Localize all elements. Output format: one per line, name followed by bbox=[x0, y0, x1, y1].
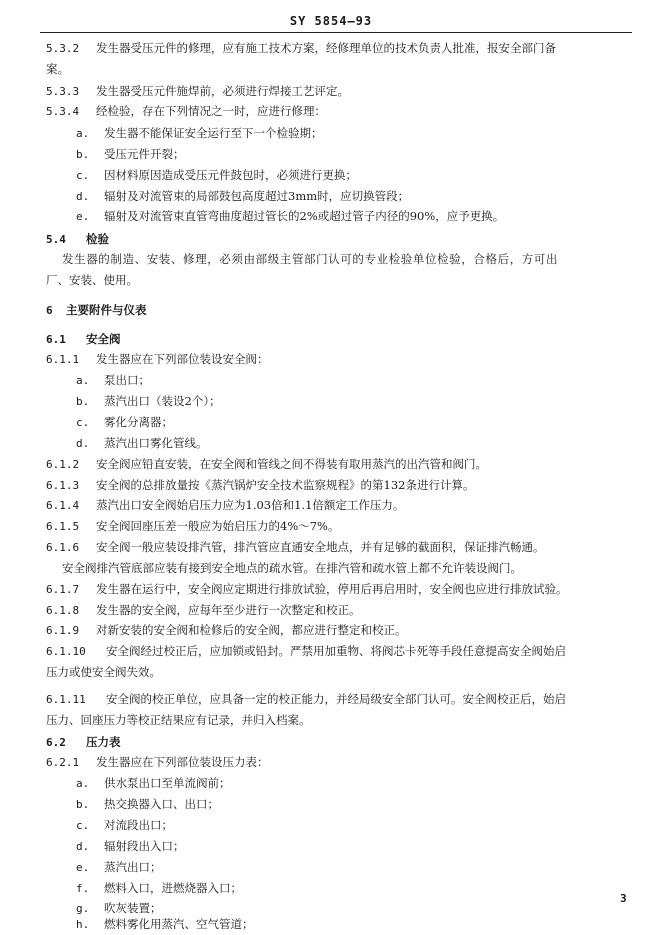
clause-text: 蒸汽出口安全阀始启压力应为1.03倍和1.1倍额定工作压力。 bbox=[96, 498, 405, 512]
section-title: 检验 bbox=[86, 232, 109, 246]
list-item bbox=[0, 433, 662, 454]
list-item bbox=[0, 123, 662, 144]
list-marker: b. bbox=[76, 798, 90, 811]
clause-line bbox=[0, 516, 662, 537]
list-item bbox=[0, 144, 662, 165]
list-text: 受压元件开裂； bbox=[104, 147, 185, 161]
section-title: 安全阀 bbox=[86, 332, 121, 346]
clause-continuation bbox=[0, 59, 662, 80]
paragraph-line bbox=[0, 249, 662, 270]
clause-continuation bbox=[0, 710, 662, 731]
clause-line bbox=[0, 689, 662, 710]
chapter-heading bbox=[0, 300, 662, 321]
clause-number: 6.1.3 bbox=[46, 479, 80, 492]
clause-text: 安全阀回座压差一般应为始启压力的4%～7%。 bbox=[96, 519, 340, 533]
clause-text: 发生器受压元件施焊前，必须进行焊接工艺评定。 bbox=[96, 84, 349, 98]
list-item bbox=[0, 857, 662, 878]
clause-number: 6.1.5 bbox=[46, 520, 80, 533]
clause-text: 安全阀的校正单位，应具备一定的校正能力，并经局级安全部门认可。安全阀校正后，始启 bbox=[106, 692, 566, 706]
clause-text: 压力或使安全阀失效。 bbox=[46, 665, 161, 679]
paragraph-text: 发生器的制造、安装、修理，必须由部级主管部门认可的专业检验单位检验，合格后，方可出 bbox=[62, 252, 559, 266]
clause-text: 经检验，存在下列情况之一时，应进行修理： bbox=[96, 104, 326, 118]
clause-number: 5.3.2 bbox=[46, 42, 80, 55]
section-heading bbox=[0, 329, 662, 350]
clause-text: 发生器的安全阀，应每年至少进行一次整定和校正。 bbox=[96, 603, 361, 617]
list-marker: e. bbox=[76, 861, 90, 874]
list-text: 蒸汽出口； bbox=[104, 860, 162, 874]
section-number: 6.1 bbox=[46, 333, 66, 346]
header-rule bbox=[40, 32, 632, 33]
section-heading bbox=[0, 732, 662, 753]
list-text: 燃料入口，进燃烧器入口； bbox=[104, 881, 242, 895]
clause-text: 对新安装的安全阀和检修后的安全阀，都应进行整定和校正。 bbox=[96, 623, 407, 637]
list-marker: e. bbox=[76, 210, 90, 223]
list-item bbox=[0, 815, 662, 836]
clause-line bbox=[0, 600, 662, 621]
clause-text: 安全阀排汽管底部应装有接到安全地点的疏水管。在排汽管和疏水管上都不允许装设阀门。 bbox=[62, 561, 522, 575]
section-number: 6.2 bbox=[46, 736, 66, 749]
paragraph-line bbox=[0, 270, 662, 291]
list-item bbox=[0, 914, 662, 935]
list-item bbox=[0, 412, 662, 433]
list-text: 燃料雾化用蒸汽、空气管道； bbox=[104, 917, 254, 931]
list-item bbox=[0, 370, 662, 391]
list-text: 蒸汽出口雾化管线。 bbox=[104, 436, 208, 450]
clause-text: 发生器受压元件的修理，应有施工技术方案，经修理单位的技术负责人批准，报安全部门备 bbox=[96, 41, 556, 55]
clause-text: 安全阀的总排放量按《蒸汽锅炉安全技术监察规程》的第132条进行计算。 bbox=[96, 478, 475, 492]
list-text: 辐射及对流管束直管弯曲度超过管长的2%或超过管子内径的90%，应予更换。 bbox=[104, 209, 505, 223]
list-text: 供水泵出口至单流阀前； bbox=[104, 776, 231, 790]
list-text: 对流段出口； bbox=[104, 818, 173, 832]
list-text: 泵出口； bbox=[104, 373, 150, 387]
clause-number: 6.1.8 bbox=[46, 604, 80, 617]
clause-line bbox=[0, 349, 662, 370]
list-marker: f. bbox=[76, 882, 90, 895]
list-item bbox=[0, 165, 662, 186]
section-title: 压力表 bbox=[86, 735, 121, 749]
clause-line bbox=[0, 475, 662, 496]
list-text: 因材料原因造成受压元件鼓包时，必须进行更换； bbox=[104, 168, 357, 182]
clause-text: 压力、回座压力等校正结果应有记录，并归入档案。 bbox=[46, 713, 311, 727]
clause-line bbox=[0, 537, 662, 558]
page-number: 3 bbox=[620, 892, 627, 905]
list-item bbox=[0, 206, 662, 227]
list-item bbox=[0, 836, 662, 857]
clause-line bbox=[0, 38, 662, 59]
clause-number: 6.2.1 bbox=[46, 756, 80, 769]
list-marker: b. bbox=[76, 148, 90, 161]
list-marker: a. bbox=[76, 777, 90, 790]
clause-continuation bbox=[0, 558, 662, 579]
clause-number: 5.3.3 bbox=[46, 85, 80, 98]
list-marker: a. bbox=[76, 374, 90, 387]
list-marker: g. bbox=[76, 902, 90, 915]
clause-text: 发生器在运行中，安全阀应定期进行排放试验，停用后再启用时，安全阀也应进行排放试验。 bbox=[96, 582, 568, 596]
clause-number: 6.1.11 bbox=[46, 693, 86, 706]
clause-number: 6.1.4 bbox=[46, 499, 80, 512]
clause-number: 6.1.9 bbox=[46, 624, 80, 637]
list-text: 雾化分离器； bbox=[104, 415, 173, 429]
list-marker: d. bbox=[76, 840, 90, 853]
list-text: 辐射段出入口； bbox=[104, 839, 185, 853]
clause-line bbox=[0, 579, 662, 600]
list-item bbox=[0, 391, 662, 412]
clause-continuation bbox=[0, 662, 662, 683]
clause-number: 6.1.7 bbox=[46, 583, 80, 596]
section-number: 5.4 bbox=[46, 233, 66, 246]
paragraph-text: 厂、安装、使用。 bbox=[46, 273, 138, 287]
list-text: 发生器不能保证安全运行至下一个检验期； bbox=[104, 126, 323, 140]
clause-number: 6.1.2 bbox=[46, 458, 80, 471]
list-marker: c. bbox=[76, 169, 90, 182]
list-item bbox=[0, 878, 662, 899]
clause-number: 6.1.6 bbox=[46, 541, 80, 554]
list-text: 蒸汽出口（装设2个）； bbox=[104, 394, 221, 408]
list-marker: c. bbox=[76, 819, 90, 832]
clause-number: 6.1.10 bbox=[46, 645, 86, 658]
chapter-title: 主要附件与仪表 bbox=[66, 303, 147, 317]
clause-line bbox=[0, 620, 662, 641]
clause-text: 发生器应在下列部位装设压力表： bbox=[96, 755, 269, 769]
list-text: 吹灰装置； bbox=[104, 901, 162, 915]
list-marker: h. bbox=[76, 918, 90, 931]
clause-text: 案。 bbox=[46, 62, 69, 76]
list-marker: d. bbox=[76, 437, 90, 450]
section-heading bbox=[0, 229, 662, 250]
list-item bbox=[0, 794, 662, 815]
clause-text: 安全阀一般应装设排汽管，排汽管应直通安全地点，并有足够的截面积，保证排汽畅通。 bbox=[96, 540, 545, 554]
list-marker: c. bbox=[76, 416, 90, 429]
clause-line bbox=[0, 641, 662, 662]
clause-text: 安全阀应铅直安装，在安全阀和管线之间不得装有取用蒸汽的出汽管和阀门。 bbox=[96, 457, 487, 471]
clause-number: 6.1.1 bbox=[46, 353, 80, 366]
clause-text: 安全阀经过校正后，应加锁或铅封。严禁用加重物、将阀芯卡死等手段任意提高安全阀始启 bbox=[106, 644, 566, 658]
clause-line bbox=[0, 495, 662, 516]
list-item bbox=[0, 773, 662, 794]
clause-line bbox=[0, 752, 662, 773]
list-marker: a. bbox=[76, 127, 90, 140]
list-marker: b. bbox=[76, 395, 90, 408]
list-text: 辐射及对流管束的局部鼓包高度超过3mm时，应切换管段； bbox=[104, 189, 410, 203]
list-text: 热交换器入口、出口； bbox=[104, 797, 219, 811]
clause-number: 5.3.4 bbox=[46, 105, 80, 118]
standard-code: SY 5854—93 bbox=[289, 14, 373, 28]
clause-line bbox=[0, 101, 662, 122]
clause-text: 发生器应在下列部位装设安全阀： bbox=[96, 352, 269, 366]
list-item bbox=[0, 186, 662, 207]
clause-line bbox=[0, 454, 662, 475]
chapter-number: 6 bbox=[46, 304, 53, 317]
clause-line bbox=[0, 81, 662, 102]
list-marker: d. bbox=[76, 190, 90, 203]
